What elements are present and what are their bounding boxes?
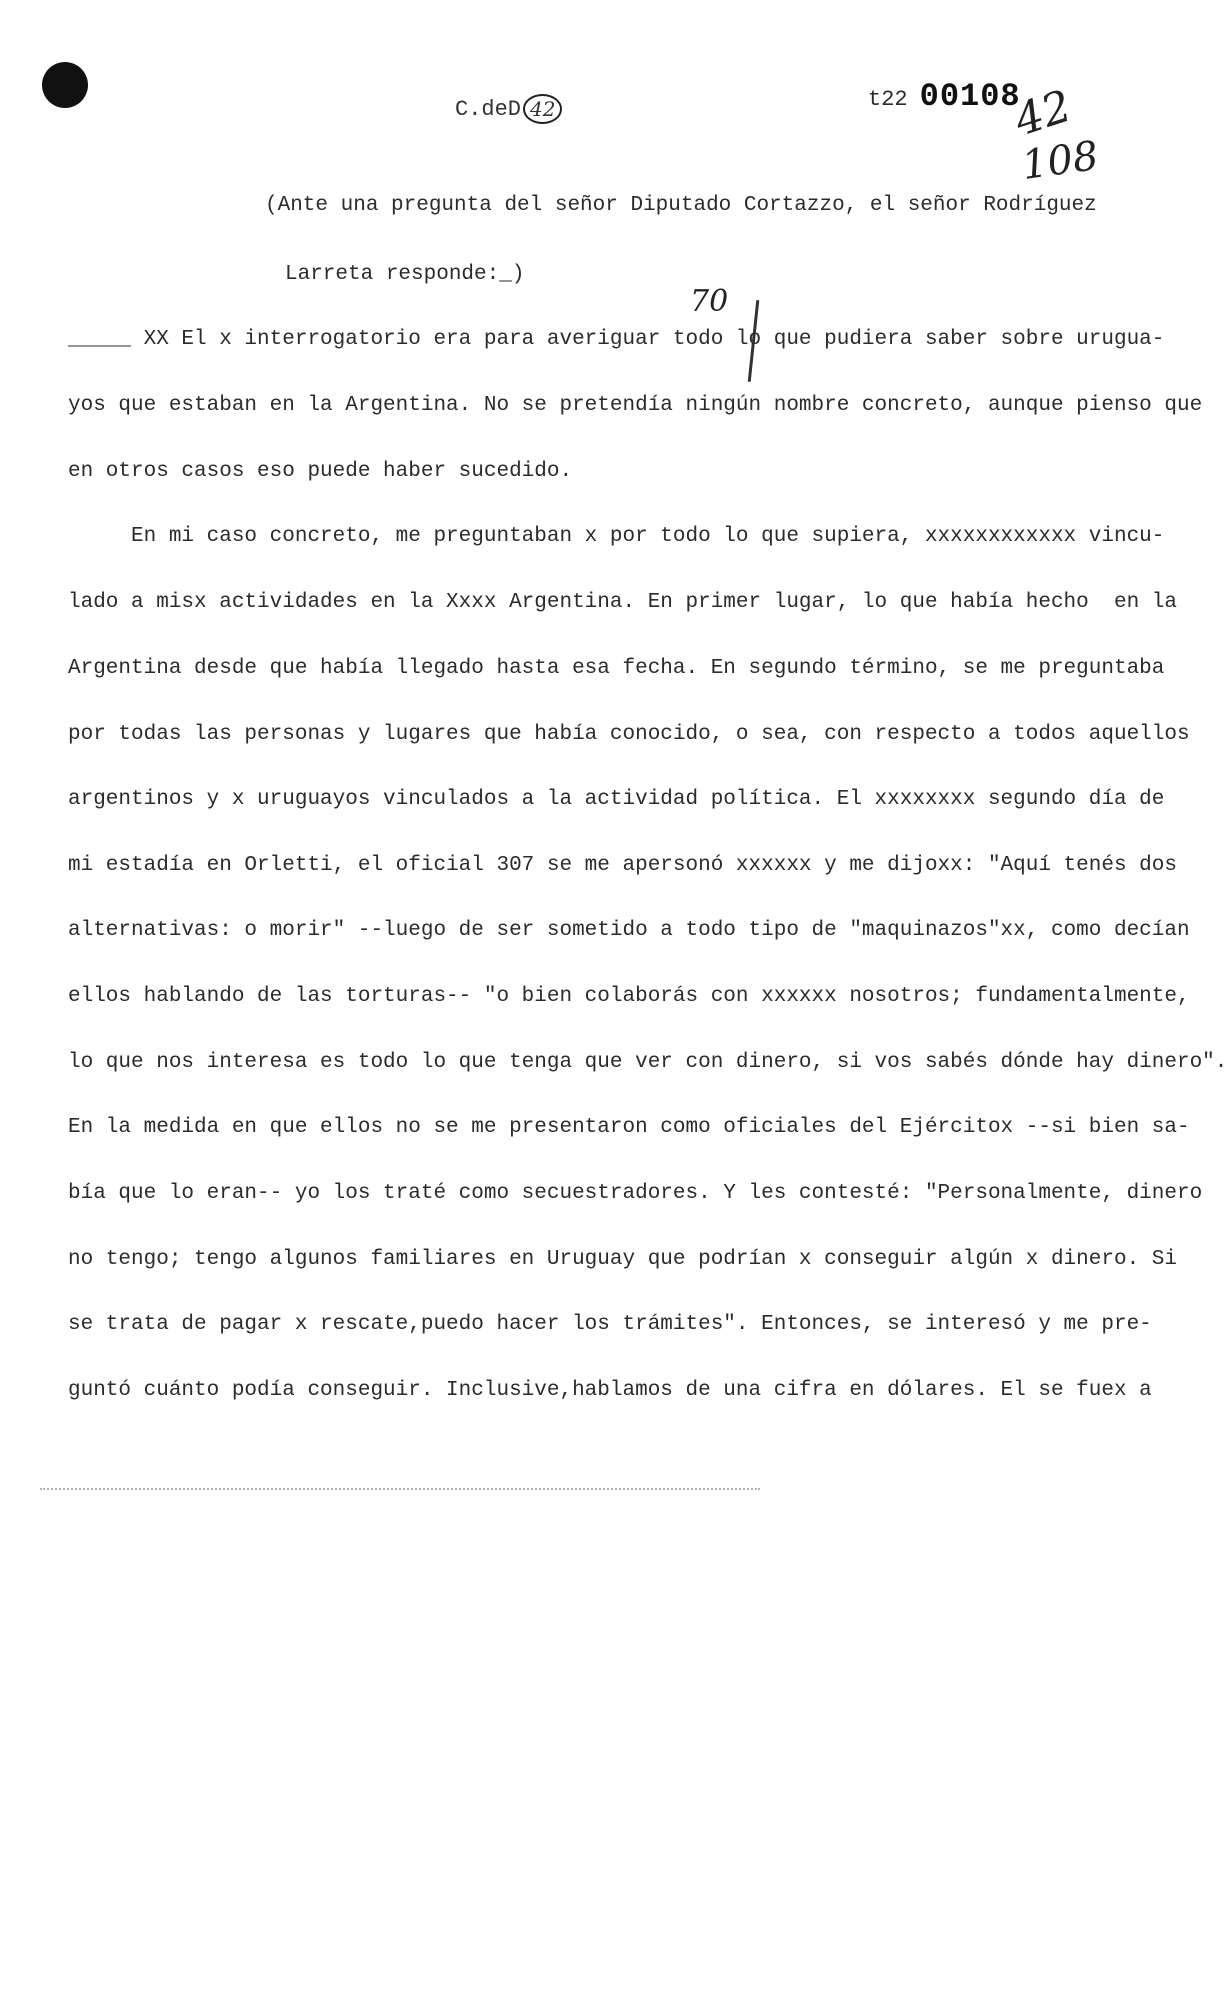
copy-circled-number: 42 — [523, 94, 562, 124]
page-number: 00108 — [919, 78, 1021, 115]
text-line: por todas las personas y lugares que había conocido, o sea, con respecto a todos aquellos — [68, 723, 1190, 746]
page-code: t22 — [868, 87, 908, 112]
text-line: Larreta responde:_) — [285, 263, 525, 286]
text-line: mi estadía en Orletti, el oficial 307 se me apersonó xxxxxx y me dijoxx: "Aquí tenés dos — [68, 854, 1177, 877]
faint-dotted-rule — [40, 1488, 760, 1490]
text-line: En la medida en que ellos no se me presentaron como oficiales del Ejércitox --si bien sa- — [68, 1116, 1190, 1139]
text-line: en otros casos eso puede haber sucedido. — [68, 460, 573, 483]
text-line: lado a misx actividades en la Xxxx Argentina. En primer lugar, lo que había hecho en la — [68, 591, 1177, 614]
copy-prefix: C.deD — [455, 96, 522, 122]
text-line: alternativas: o morir" --luego de ser sometido a todo tipo de "maquinazos"xx, como decían — [68, 919, 1190, 942]
handwritten-folio-secondary: 108 — [1019, 132, 1102, 190]
handwritten-folio: 42 — [1008, 80, 1078, 147]
handwritten-margin-note: 70 — [690, 284, 729, 319]
copy-reference — [455, 94, 562, 124]
text-line: Argentina desde que había llegado hasta esa fecha. En segundo término, se me preguntaba — [68, 657, 1165, 680]
text-line: ellos hablando de las torturas-- "o bien colaborás con xxxxxx nosotros; fundamentalmente, — [68, 985, 1190, 1008]
text-line: _____ XX El x interrogatorio era para averiguar todo lo que pudiera saber sobre urugua- — [68, 328, 1165, 351]
text-line: se trata de pagar x rescate,puedo hacer los trámites". Entonces, se interesó y me pre- — [68, 1313, 1152, 1336]
text-line: argentinos y x uruguayos vinculados a la actividad política. El xxxxxxxx segundo día de — [68, 788, 1165, 811]
punch-hole-mark — [42, 62, 88, 108]
text-line: no tengo; tengo algunos familiares en Uruguay que podrían x conseguir algún x dinero. Si — [68, 1248, 1177, 1271]
text-line: guntó cuánto podía conseguir. Inclusive,hablamos de una cifra en dólares. El se fuex a — [68, 1379, 1152, 1402]
text-line: (Ante una pregunta del señor Diputado Cortazzo, el señor Rodríguez — [265, 194, 1097, 217]
text-line: lo que nos interesa es todo lo que tenga que ver con dinero, si vos sabés dónde hay dinero". — [68, 1051, 1228, 1074]
text-line: yos que estaban en la Argentina. No se pretendía ningún nombre concreto, aunque pienso que — [68, 394, 1203, 417]
text-line: bía que lo eran-- yo los traté como secuestradores. Y les contesté: "Personalmente, dinero — [68, 1182, 1203, 1205]
text-line: En mi caso concreto, me preguntaban x por todo lo que supiera, xxxxxxxxxxxx vincu- — [68, 525, 1165, 548]
page-stamp — [868, 78, 1021, 115]
